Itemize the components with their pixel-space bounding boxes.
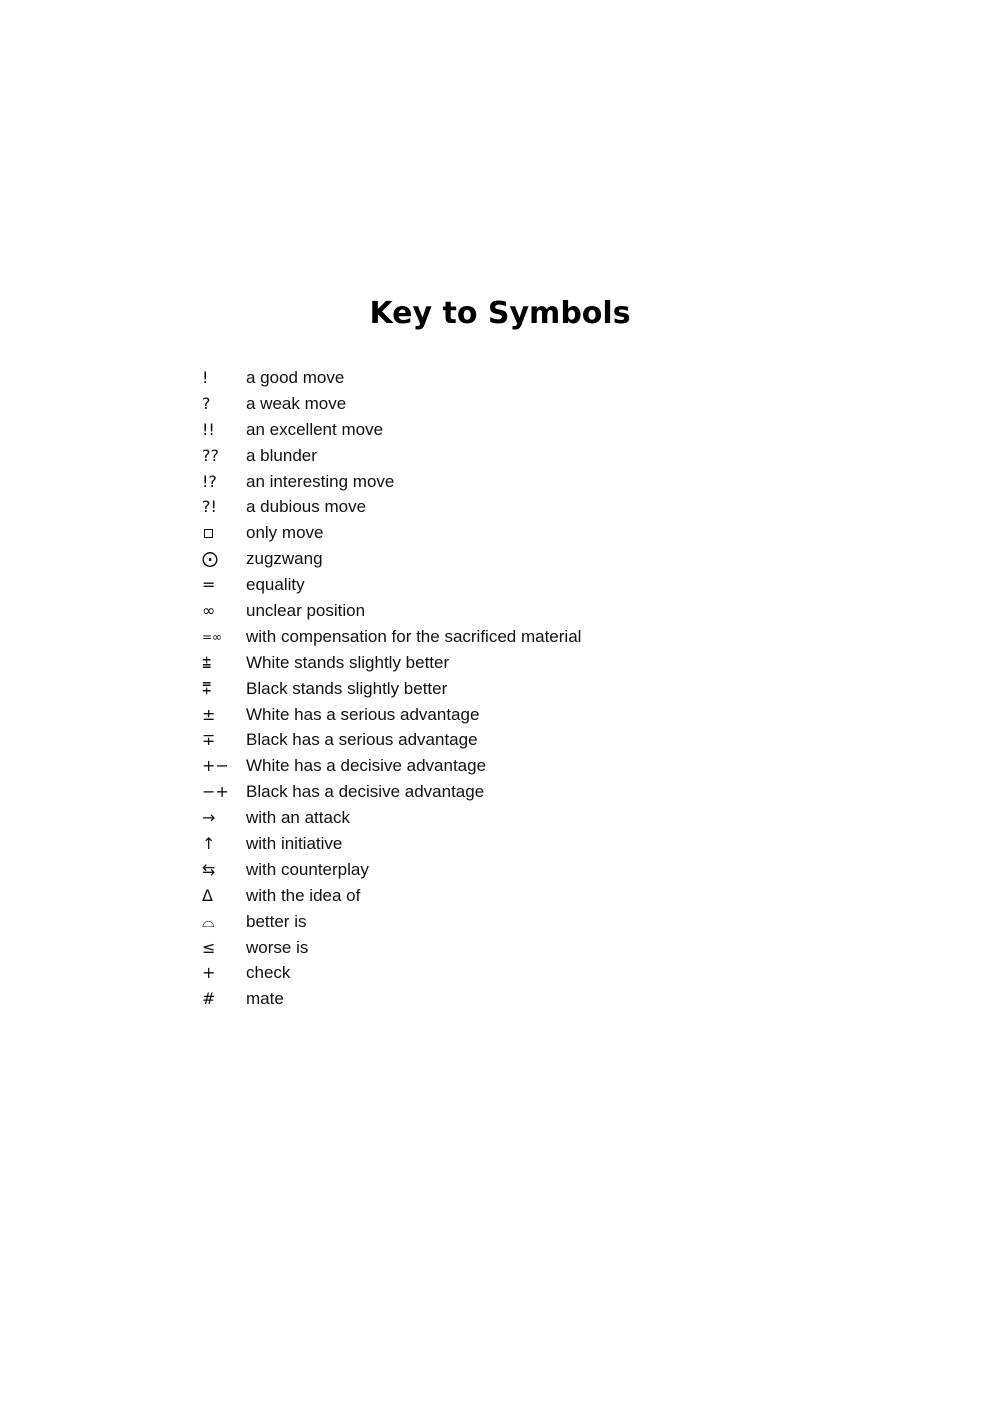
legend-row-zugzwang	[202, 546, 762, 572]
legend-row-blunder	[202, 443, 762, 469]
legend-row-only-move	[202, 520, 762, 546]
legend-row-worse-is	[202, 935, 762, 961]
symbol-blunder: ??	[202, 445, 219, 465]
legend-row-check	[202, 960, 762, 986]
symbol-black-slightly-better: ⩱	[202, 678, 212, 698]
legend-row-excellent-move	[202, 417, 762, 443]
symbol-interesting-move: !?	[202, 471, 217, 491]
legend-row-white-decisive-advantage	[202, 753, 762, 779]
symbol-initiative: ↑	[202, 833, 216, 853]
legend-row-black-serious-advantage	[202, 727, 762, 753]
symbol-attack: →	[202, 808, 216, 828]
meaning-interesting-move: an interesting move	[246, 471, 395, 491]
symbol-legend	[202, 365, 762, 1012]
legend-row-idea-of	[202, 883, 762, 909]
legend-row-good-move	[202, 365, 762, 391]
legend-row-compensation	[202, 624, 762, 650]
symbol-counterplay: ⇆	[202, 859, 216, 879]
symbol-unclear: ∞	[202, 600, 216, 620]
legend-row-white-slightly-better	[202, 650, 762, 676]
legend-row-interesting-move	[202, 469, 762, 495]
symbol-excellent-move: !!	[202, 419, 215, 439]
symbol-white-serious-advantage: ±	[202, 704, 216, 724]
legend-row-black-slightly-better	[202, 676, 762, 702]
symbol-black-serious-advantage: ∓	[202, 730, 216, 750]
meaning-attack: with an attack	[246, 808, 350, 828]
symbol-mate: #	[202, 989, 216, 1009]
legend-row-weak-move	[202, 391, 762, 417]
meaning-better-is: better is	[246, 911, 307, 931]
legend-row-better-is	[202, 909, 762, 935]
legend-row-counterplay	[202, 857, 762, 883]
meaning-white-serious-advantage: White has a serious advantage	[246, 704, 480, 724]
legend-row-white-serious-advantage	[202, 702, 762, 728]
symbol-better-is: ⌓	[202, 911, 215, 931]
meaning-black-decisive-advantage: Black has a decisive advantage	[246, 782, 485, 802]
meaning-worse-is: worse is	[246, 937, 309, 957]
page-title: Key to Symbols	[369, 296, 631, 331]
meaning-black-slightly-better: Black stands slightly better	[246, 678, 448, 698]
symbol-good-move: !	[202, 367, 209, 387]
symbol-dubious-move: ?!	[202, 497, 217, 517]
legend-row-mate	[202, 986, 762, 1012]
legend-row-black-decisive-advantage	[202, 779, 762, 805]
meaning-unclear: unclear position	[246, 600, 366, 620]
meaning-zugzwang: zugzwang	[246, 549, 323, 569]
square-icon	[204, 529, 213, 538]
symbol-idea-of: Δ	[202, 885, 213, 905]
symbol-weak-move: ?	[202, 393, 211, 413]
meaning-initiative: with initiative	[246, 833, 343, 853]
legend-row-dubious-move	[202, 494, 762, 520]
symbol-check: +	[202, 963, 216, 983]
meaning-dubious-move: a dubious move	[246, 497, 367, 517]
meaning-excellent-move: an excellent move	[246, 419, 384, 439]
legend-row-initiative	[202, 831, 762, 857]
meaning-mate: mate	[246, 989, 284, 1009]
meaning-check: check	[246, 963, 291, 983]
symbol-white-slightly-better: ⩲	[202, 652, 212, 672]
meaning-idea-of: with the idea of	[246, 885, 361, 905]
meaning-black-serious-advantage: Black has a serious advantage	[246, 730, 478, 750]
meaning-good-move: a good move	[246, 367, 345, 387]
legend-row-equality	[202, 572, 762, 598]
meaning-equality: equality	[246, 575, 305, 595]
legend-row-attack	[202, 805, 762, 831]
symbol-compensation: =∞	[202, 629, 223, 644]
symbol-equality: =	[202, 575, 216, 595]
meaning-weak-move: a weak move	[246, 393, 347, 413]
symbol-white-decisive-advantage: +−	[202, 756, 229, 776]
legend-row-unclear	[202, 598, 762, 624]
symbol-worse-is: ≤	[202, 937, 216, 957]
meaning-white-slightly-better: White stands slightly better	[246, 652, 450, 672]
meaning-counterplay: with counterplay	[246, 859, 369, 879]
meaning-only-move: only move	[246, 523, 324, 543]
symbol-zugzwang: ⨀	[202, 549, 218, 569]
meaning-white-decisive-advantage: White has a decisive advantage	[246, 756, 487, 776]
symbol-black-decisive-advantage: −+	[202, 782, 229, 802]
only-move-icon	[202, 529, 246, 538]
meaning-compensation: with compensation for the sacrificed material	[246, 626, 582, 646]
meaning-blunder: a blunder	[246, 445, 317, 465]
